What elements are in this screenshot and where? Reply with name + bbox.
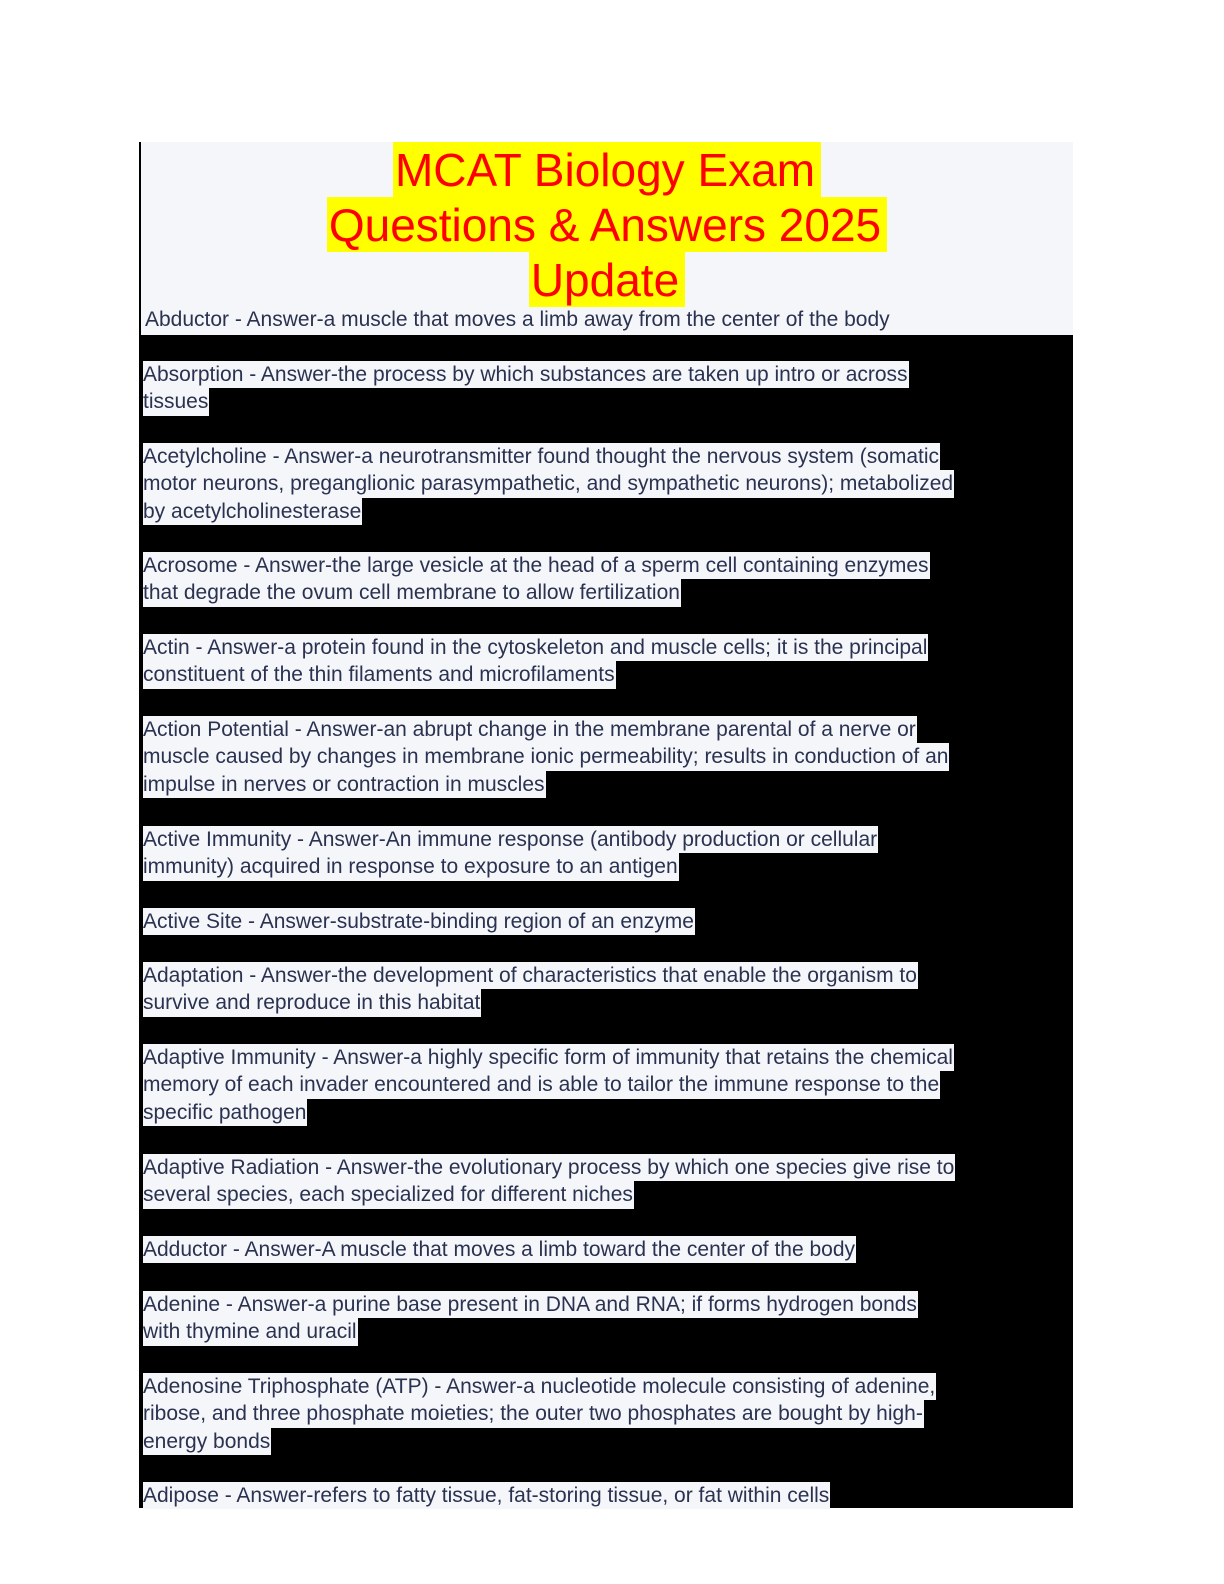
entry-line: tissues bbox=[143, 388, 209, 415]
entry-line: Active Site - Answer-substrate-binding region of an enzyme bbox=[143, 908, 695, 935]
entry-adipose bbox=[143, 1482, 830, 1509]
entry-line: impulse in nerves or contraction in muscles bbox=[143, 771, 546, 798]
entry-line: Actin - Answer-a protein found in the cytoskeleton and muscle cells; it is the principal bbox=[143, 634, 928, 661]
entry-line: muscle caused by changes in membrane ionic permeability; results in conduction of an bbox=[143, 743, 949, 770]
document-title bbox=[141, 142, 1073, 307]
entry-abductor: Abductor - Answer-a muscle that moves a limb away from the center of the body bbox=[145, 308, 890, 331]
entry-action-potential bbox=[143, 716, 949, 798]
entry-line: motor neurons, preganglionic parasympathetic, and sympathetic neurons); metabolized bbox=[143, 470, 954, 497]
title-line-2 bbox=[141, 197, 1073, 252]
entry-line: Adductor - Answer-A muscle that moves a limb toward the center of the body bbox=[143, 1236, 856, 1263]
entry-line: Adaptive Radiation - Answer-the evolutionary process by which one species give rise to bbox=[143, 1154, 955, 1181]
entry-line: that degrade the ovum cell membrane to allow fertilization bbox=[143, 579, 681, 606]
entry-line: with thymine and uracil bbox=[143, 1318, 358, 1345]
entry-line: Acrosome - Answer-the large vesicle at the head of a sperm cell containing enzymes bbox=[143, 552, 930, 579]
entry-line: memory of each invader encountered and is able to tailor the immune response to the bbox=[143, 1071, 940, 1098]
entry-line: immunity) acquired in response to exposure to an antigen bbox=[143, 853, 679, 880]
title-line-1 bbox=[141, 142, 1073, 197]
entry-line: Acetylcholine - Answer-a neurotransmitter found thought the nervous system (somatic bbox=[143, 443, 940, 470]
entry-line: survive and reproduce in this habitat bbox=[143, 989, 481, 1016]
entry-line: specific pathogen bbox=[143, 1099, 307, 1126]
entry-line: by acetylcholinesterase bbox=[143, 498, 362, 525]
entry-line: Action Potential - Answer-an abrupt change in the membrane parental of a nerve or bbox=[143, 716, 917, 743]
entry-atp bbox=[143, 1373, 936, 1455]
entry-active-immunity bbox=[143, 826, 878, 881]
entry-line: Adenosine Triphosphate (ATP) - Answer-a nucleotide molecule consisting of adenine, bbox=[143, 1373, 936, 1400]
header-band bbox=[141, 142, 1073, 335]
title-text: Update bbox=[529, 252, 685, 307]
entry-line: energy bonds bbox=[143, 1428, 271, 1455]
entry-active-site bbox=[143, 908, 695, 935]
title-text: MCAT Biology Exam bbox=[393, 142, 821, 197]
entry-adaptation bbox=[143, 962, 918, 1017]
entry-line: several species, each specialized for different niches bbox=[143, 1181, 634, 1208]
entry-line: Adaptation - Answer-the development of characteristics that enable the organism to bbox=[143, 962, 918, 989]
entry-line: Adaptive Immunity - Answer-a highly specific form of immunity that retains the chemical bbox=[143, 1044, 954, 1071]
document-page bbox=[139, 142, 1073, 1508]
entry-line: Active Immunity - Answer-An immune response (antibody production or cellular bbox=[143, 826, 878, 853]
entry-adaptive-radiation bbox=[143, 1154, 955, 1209]
entry-line: constituent of the thin filaments and microfilaments bbox=[143, 661, 616, 688]
entry-line: Absorption - Answer-the process by which substances are taken up intro or across bbox=[143, 361, 909, 388]
entry-actin bbox=[143, 634, 928, 689]
entry-adenine bbox=[143, 1291, 918, 1346]
entry-absorption bbox=[143, 361, 909, 416]
entry-acetylcholine bbox=[143, 443, 954, 525]
entry-line: ribose, and three phosphate moieties; the outer two phosphates are bought by high- bbox=[143, 1400, 924, 1427]
entry-adductor bbox=[143, 1236, 856, 1263]
title-text: Questions & Answers 2025 bbox=[327, 197, 887, 252]
redacted-content-area bbox=[141, 335, 1073, 1508]
entry-acrosome bbox=[143, 552, 930, 607]
entry-adaptive-immunity bbox=[143, 1044, 954, 1126]
entry-line: Adenine - Answer-a purine base present in DNA and RNA; if forms hydrogen bonds bbox=[143, 1291, 918, 1318]
title-line-3 bbox=[141, 252, 1073, 307]
entry-line: Adipose - Answer-refers to fatty tissue, fat-storing tissue, or fat within cells bbox=[143, 1482, 830, 1509]
